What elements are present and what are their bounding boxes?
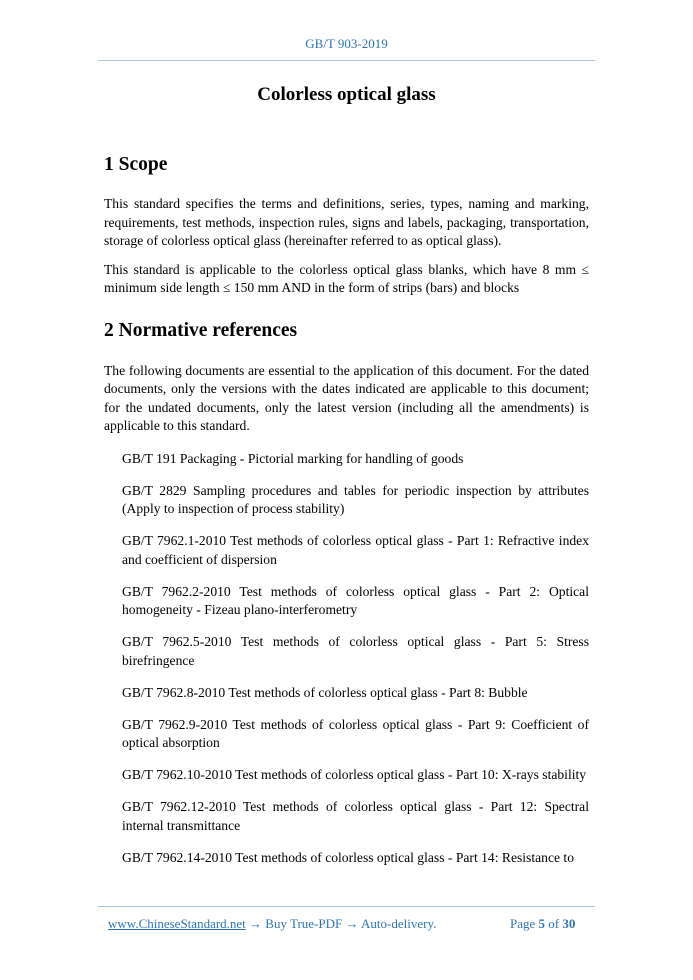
reference-item: GB/T 7962.1-2010 Test methods of colorless optical glass - Part 1: Refractive index and coefficient of dispersion	[122, 533, 589, 567]
normative-intro-paragraph: The following documents are essential to the application of this document. For the dated documents, only the versions with the dates indicated are applicable to this document; for the undated documents, only the latest version (including all the amendments) is applicable to this standard.	[104, 362, 589, 433]
header-divider	[98, 60, 595, 61]
reference-item: GB/T 191 Packaging - Pictorial marking for handling of goods	[122, 450, 464, 466]
arrow-right-icon: →	[249, 916, 263, 931]
reference-item: GB/T 7962.9-2010 Test methods of colorless optical glass - Part 9: Coefficient of optical absorption	[122, 716, 589, 750]
document-title: Colorless optical glass	[257, 84, 436, 105]
reference-item: GB/T 2829 Sampling procedures and tables for periodic inspection by attributes (Apply to inspection of process stability)	[122, 482, 589, 516]
reference-list	[104, 450, 589, 868]
section-heading-scope: 1 Scope	[104, 154, 168, 175]
scope-paragraph: This standard is applicable to the colorless optical glass blanks, which have 8 mm ≤ minimum side length ≤ 150 mm AND in the form of strips (bars) and blocks	[104, 261, 589, 295]
page-number	[510, 916, 575, 932]
of-label: of	[548, 916, 560, 931]
buy-pdf-link[interactable]: Buy True-PDF	[265, 916, 343, 931]
reference-item: GB/T 7962.12-2010 Test methods of colorless optical glass - Part 12: Spectral internal transmittance	[122, 799, 589, 833]
page-content	[104, 80, 589, 881]
reference-item: GB/T 7962.5-2010 Test methods of colorless optical glass - Part 5: Stress birefringence	[122, 634, 589, 668]
arrow-right-icon: →	[345, 916, 359, 931]
page-current: 5	[538, 916, 546, 931]
header-standard-code: GB/T 903-2019	[305, 36, 388, 51]
reference-item: GB/T 7962.8-2010 Test methods of colorless optical glass - Part 8: Bubble	[122, 684, 528, 700]
footer-divider	[98, 906, 595, 907]
footer-links	[108, 916, 436, 932]
reference-item: GB/T 7962.10-2010 Test methods of colorless optical glass - Part 10: X-rays stability	[122, 767, 587, 782]
section-heading-normative-references: 2 Normative references	[104, 319, 298, 341]
reference-item: GB/T 7962.14-2010 Test methods of colorless optical glass - Part 14: Resistance to	[122, 849, 574, 865]
scope-paragraph: This standard specifies the terms and definitions, series, types, naming and marking, requirements, test methods, inspection rules, signs and labels, packaging, transportation, storage of colorless optical glass (hereinafter referred to as optical glass).	[104, 196, 589, 248]
page-total: 30	[562, 916, 576, 931]
reference-item: GB/T 7962.2-2010 Test methods of colorless optical glass - Part 2: Optical homogeneity - Fizeau plano-interferometry	[122, 583, 589, 617]
page-label: Page	[510, 916, 536, 931]
site-link[interactable]: www.ChineseStandard.net	[108, 916, 246, 931]
auto-delivery-text: Auto-delivery.	[361, 916, 437, 931]
